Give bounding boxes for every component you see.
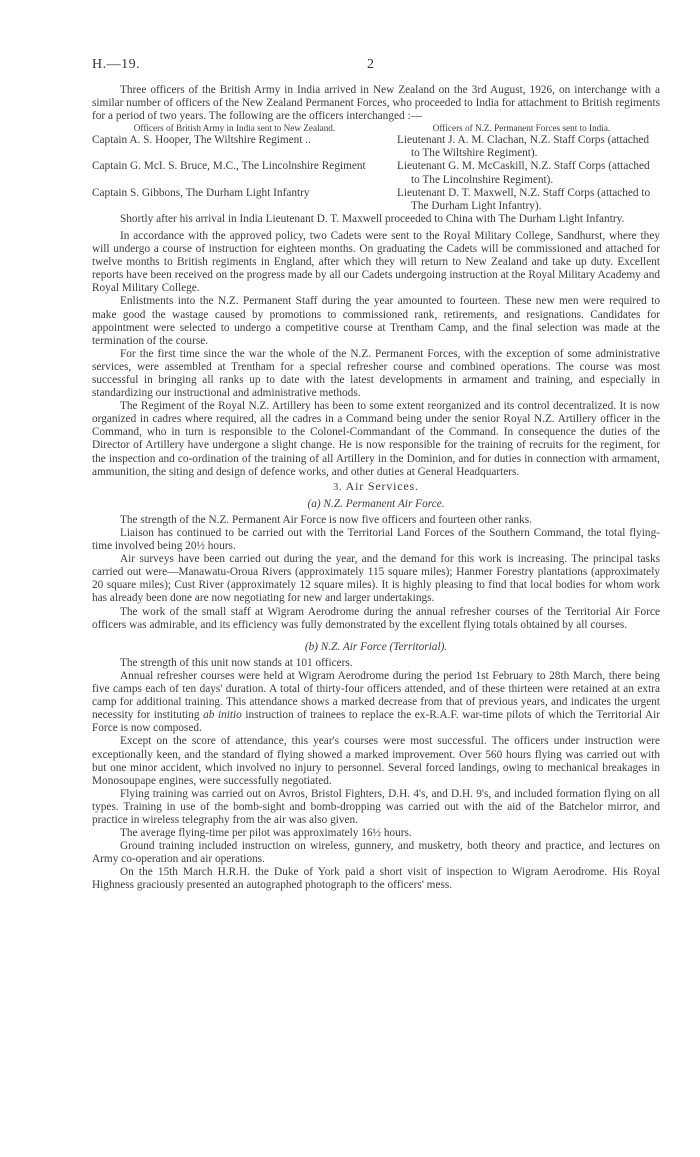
body-paragraph: On the 15th March H.R.H. the Duke of York paid a short visit of inspection to Wigram Aerodrome. His Royal Highness graciously presented an autographed photograph to the officers' mess. [92, 866, 660, 892]
page-number: 2 [367, 57, 374, 72]
body-paragraph: The strength of this unit now stands at 101 officers. [120, 656, 353, 669]
paragraph-text: Annual refresher courses were held at Wigram Aerodrome during the period 1st February to 28th March, there being five camps each of ten days' duration. A total of thirty-four officers attended, and of these thirteen were retained at an extra camp for additional training. This attendance shows a marked decrease from that of previous years, and indicates the urgent necessity for instituting [92, 669, 660, 722]
right-column-heading: Officers of N.Z. Permanent Forces sent to India. [432, 123, 611, 134]
table-cell-british-officer: Captain A. S. Hooper, The Wiltshire Regiment .. [92, 134, 311, 147]
table-cell-british-officer: Captain S. Gibbons, The Durham Light Infantry [92, 186, 310, 199]
latin-phrase: ab initio [203, 709, 242, 722]
document-reference: H.—19. [92, 57, 141, 72]
body-paragraph: The Regiment of the Royal N.Z. Artillery has been to some extent reorganized and its control decentralized. It is now organized in cadres where required, all the cadres in a Command being under the senior Royal N.Z. Artillery officer in the Command, who in turn is responsible to the Colonel-Commandant of the Command. In consequence the duties of the Director of Artillery have undergone a slight change. He is now responsible for the training of recruits for the regiment, for the inspection and co-ordination of the training of all Artillery in the Dominion, and for duties in connection with armament, ammunition, the siting and design of defence works, and other duties at General Headquarters. [92, 400, 660, 478]
body-paragraph: Liaison has continued to be carried out with the Territorial Land Forces of the Southern Command, the total flying-time involved being 20½ hours. [92, 527, 660, 553]
body-paragraph [92, 670, 660, 735]
body-paragraph: In accordance with the approved policy, two Cadets were sent to the Royal Military College, Sandhurst, where they will undergo a course of instruction for eighteen months. On graduating the Cadets will be commissioned and attached for twelve months to British regiments in England, after which they will return to New Zealand and take up duty. Excellent reports have been received on the progress made by all our Cadets undergoing instruction at the Royal Military Academy and Royal Military College. [92, 229, 660, 295]
subsection-heading-b: (b) N.Z. Air Force (Territorial). [304, 640, 448, 653]
body-paragraph: Enlistments into the N.Z. Permanent Staff during the year amounted to fourteen. These new men were required to make good the wastage caused by promotions to commissioned rank, retirements, and resignations. Candidates for appointment were selected to undergo a competitive course at Trentham Camp, and the final selection was made at the termination of the course. [92, 295, 660, 347]
paragraph-text: instruction of trainees to replace the ex-R.A.F. war-time pilots of which the Territorial Air Force is now composed. [92, 709, 660, 735]
section-title: Air Services. [345, 478, 419, 493]
body-paragraph: The strength of the N.Z. Permanent Air Force is now five officers and fourteen other ranks. [120, 513, 533, 526]
body-paragraph: Flying training was carried out on Avros, Bristol Fighters, D.H. 4's, and D.H. 9's, and included formation flying on all types. Training in use of the bomb-sight and bomb-dropping was carried out with the aid of the Batchelor mirror, and practice in wireless telegraphy from the air was also given. [92, 787, 660, 826]
interchange-table [92, 123, 660, 213]
subsection-heading-a: (a) N.Z. Permanent Air Force. [307, 497, 445, 510]
body-paragraph: Shortly after his arrival in India Lieutenant D. T. Maxwell proceeded to China with The Durham Light Infantry. [120, 212, 625, 225]
section-number: 3. [333, 481, 343, 493]
table-cell-nz-officer: Lieutenant J. A. M. Clachan, N.Z. Staff Corps (attached to The Wiltshire Regiment). [397, 134, 650, 160]
body-paragraph: The average flying-time per pilot was approximately 16½ hours. [120, 827, 412, 840]
table-row [92, 187, 660, 213]
table-row [92, 160, 660, 186]
section-heading [92, 480, 660, 494]
table-cell-nz-officer: Lieutenant G. M. McCaskill, N.Z. Staff Corps (attached to The Lincolnshire Regiment). [397, 160, 650, 186]
body-paragraph: Except on the score of attendance, this year's courses were most successful. The officers under instruction were exceptionally keen, and the standard of flying showed a marked improvement. Over 560 hours flying was carried out with but one minor accident, which involved no injury to personnel. Several forced landings, owing to mechanical breakages in Monosoupape engines, were successfully negotiated. [92, 735, 660, 787]
table-header-row [92, 123, 660, 134]
left-column-heading: Officers of British Army in India sent to New Zealand. [133, 123, 336, 134]
body-paragraph: Air surveys have been carried out during the year, and the demand for this work is increasing. The principal tasks carried out were—Manawatu-Oroua Rivers (approximately 115 square miles); Hanmer Forestry plantations (approximately 20 square miles); Cust River (approximately 12 square miles). It is highly pleasing to find that local bodies for whom work has already been done are now negotiating for new and larger undertakings. [92, 553, 660, 605]
body-paragraph: For the first time since the war the whole of the N.Z. Permanent Forces, with the exception of some administrative services, were assembled at Trentham for a special refresher course and combined operations. The course was most successful in bringing all ranks up to date with the latest developments in armament and training, and especially in standardizing our instructional and administrative methods. [92, 347, 660, 400]
body-paragraph: The work of the small staff at Wigram Aerodrome during the annual refresher courses of the Territorial Air Force officers was admirable, and its efficiency was fully demonstrated by the excellent flying totals obtained by all courses. [92, 605, 660, 631]
intro-paragraph: Three officers of the British Army in India arrived in New Zealand on the 3rd August, 1926, on interchange with a similar number of officers of the New Zealand Permanent Forces, who proceeded to India for attachment to British regiments for a period of two years. The following are the officers interchanged :— [92, 84, 660, 123]
page-header [92, 58, 660, 84]
table-cell-british-officer: Captain G. McI. S. Bruce, M.C., The Lincolnshire Regiment [92, 160, 366, 173]
table-row [92, 134, 660, 160]
table-cell-nz-officer: Lieutenant D. T. Maxwell, N.Z. Staff Corps (attached to The Durham Light Infantry). [397, 186, 651, 212]
body-paragraph: Ground training included instruction on wireless, gunnery, and musketry, both theory and practice, and lectures on Army co-operation and air operations. [92, 840, 660, 866]
